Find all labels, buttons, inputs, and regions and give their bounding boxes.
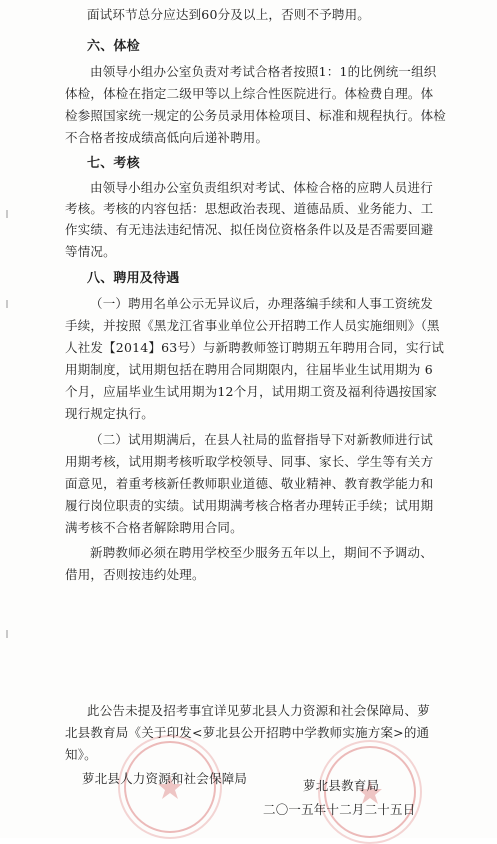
text-line: 用期制度，试用期包括在聘用合同期限内，往届毕业生试用期为 6 xyxy=(65,362,433,377)
official-seal-left xyxy=(118,735,222,839)
text-line: 人社发【2014】63号）与新聘教师签订聘期五年聘用合同，实行试 xyxy=(65,340,445,355)
text-line: 考核。考核的内容包括：思想政治表现、道德品质、业务能力、工 xyxy=(65,201,434,216)
text-line: 等情况。 xyxy=(65,244,116,259)
text-line: 用期考核，试用期考核听取学校领导、同事、家长、学生等有关方 xyxy=(65,454,434,469)
text-line: 手续，并按照《黑龙江省事业单位公开招聘工作人员实施细则》（黑 xyxy=(65,318,440,333)
document-date: 二〇一五年十二月二十五日 xyxy=(263,802,416,817)
text-line: 面意见，着重考核新任教师职业道德、敬业精神、教育教学能力和 xyxy=(65,476,434,491)
text-line: 借用，否则按违约处理。 xyxy=(65,567,205,582)
text-line: 面试环节总分应达到60分及以上，否则不予聘用。 xyxy=(87,7,371,22)
text-line: 现行规定执行。 xyxy=(65,406,154,421)
text-line: 由领导小组办公室负责对考试合格者按照1：1的比例统一组织 xyxy=(90,64,437,79)
scan-mark xyxy=(6,300,8,308)
scan-mark xyxy=(6,630,8,638)
text-line: 知》。 xyxy=(65,747,97,762)
text-line: （二）试用期满后，在县人社局的监督指导下对新教师进行试 xyxy=(90,432,433,447)
text-line: 履行岗位职责的实绩。试用期满考核合格者办理转正手续；试用期 xyxy=(65,498,434,513)
scan-mark xyxy=(6,210,8,218)
text-line: 由领导小组办公室负责组织对考试、体检合格的应聘人员进行 xyxy=(90,180,433,195)
text-line: 检参照国家统一规定的公务员录用体检项目、标准和规程执行。体检 xyxy=(65,108,447,123)
signature-education-bureau: 萝北县教育局 xyxy=(303,778,380,793)
text-line: 作实绩、有无违法违纪情况、拟任岗位资格条件以及是否需要回避 xyxy=(65,222,434,237)
text-line: 新聘教师必须在聘用学校至少服务五年以上，期间不予调动、 xyxy=(90,545,433,560)
text-line: 不合格者按成绩高低向后递补聘用。 xyxy=(65,130,269,145)
text-line: （一）聘用名单公示无异议后，办理落编手续和人事工资统发 xyxy=(90,296,433,311)
text-line: 满考核不合格者解除聘用合同。 xyxy=(65,520,243,535)
section-heading-assessment: 七、考核 xyxy=(87,156,140,171)
text-line: 北县教育局《关于印发<萝北县公开招聘中学教师实施方案>的通 xyxy=(65,725,430,740)
section-heading-employment: 八、聘用及待遇 xyxy=(87,271,180,286)
signature-hr-bureau: 萝北县人力资源和社会保障局 xyxy=(82,771,248,786)
text-line: 体检，体检在指定二级甲等以上综合性医院进行。体检费自理。体 xyxy=(65,86,434,101)
text-line: 此公告未提及招考事宜详见萝北县人力资源和社会保障局、萝 xyxy=(87,703,430,718)
section-heading-physical-exam: 六、体检 xyxy=(87,39,140,54)
text-line: 个月，应届毕业生试用期为12个月，试用期工资及福利待遇按国家 xyxy=(65,384,437,399)
